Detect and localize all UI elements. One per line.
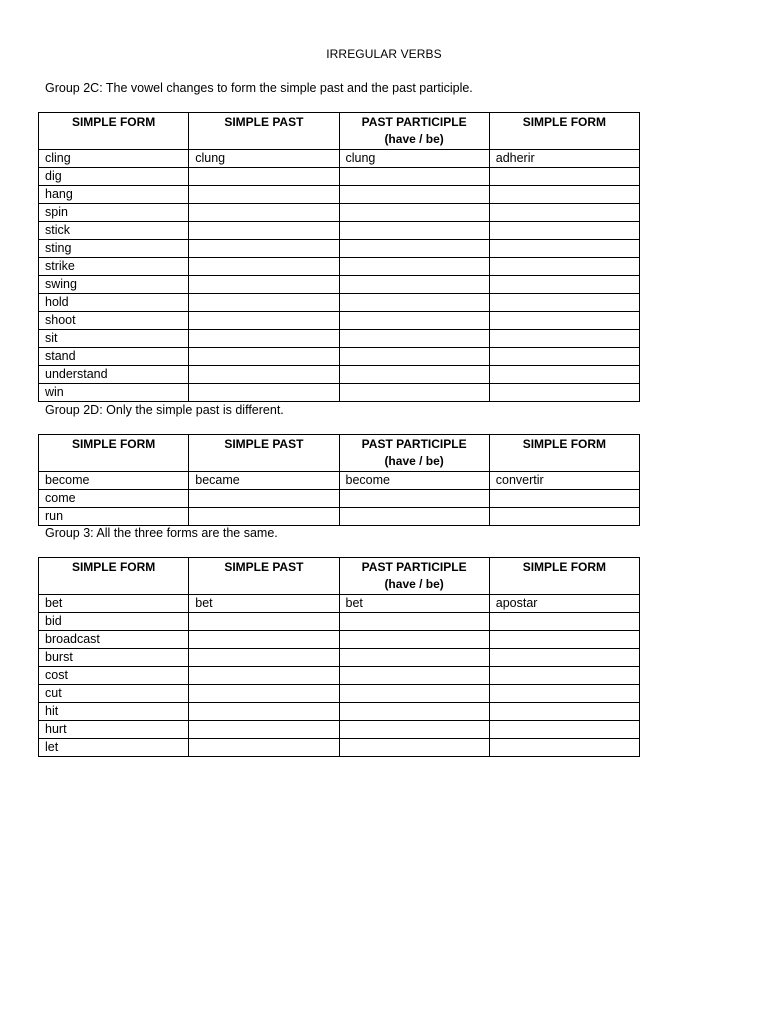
table-cell: sting bbox=[39, 240, 189, 258]
page-title: IRREGULAR VERBS bbox=[326, 47, 442, 61]
table-cell bbox=[339, 240, 489, 258]
table-cell bbox=[339, 490, 489, 508]
table-cell bbox=[189, 703, 339, 721]
table-cell: clung bbox=[189, 150, 339, 168]
table-row bbox=[39, 472, 640, 490]
table-cell bbox=[339, 204, 489, 222]
verb-table bbox=[38, 557, 640, 757]
table-row bbox=[39, 649, 640, 667]
table-cell: win bbox=[39, 384, 189, 402]
table-cell bbox=[339, 330, 489, 348]
verb-table bbox=[38, 112, 640, 402]
table-cell bbox=[489, 240, 639, 258]
table-row bbox=[39, 294, 640, 312]
table-cell: bet bbox=[189, 595, 339, 613]
table-cell bbox=[189, 348, 339, 366]
table-row bbox=[39, 366, 640, 384]
table-cell: shoot bbox=[39, 312, 189, 330]
table-cell bbox=[189, 276, 339, 294]
table-cell: spin bbox=[39, 204, 189, 222]
table-cell bbox=[489, 312, 639, 330]
header-row bbox=[39, 435, 640, 472]
table-row bbox=[39, 508, 640, 526]
table-cell bbox=[489, 186, 639, 204]
table-row bbox=[39, 490, 640, 508]
column-header: SIMPLE FORM bbox=[489, 558, 639, 595]
table-cell bbox=[489, 667, 639, 685]
table-cell: become bbox=[39, 472, 189, 490]
column-header: SIMPLE PAST bbox=[189, 113, 339, 150]
group-caption: Group 2C: The vowel changes to form the simple past and the past participle. bbox=[45, 81, 473, 95]
table-row bbox=[39, 595, 640, 613]
table-cell bbox=[489, 631, 639, 649]
column-header: PAST PARTICIPLE (have / be) bbox=[339, 558, 489, 595]
table-cell: clung bbox=[339, 150, 489, 168]
table-cell: bid bbox=[39, 613, 189, 631]
table-cell bbox=[489, 330, 639, 348]
table-cell: swing bbox=[39, 276, 189, 294]
table-cell: sit bbox=[39, 330, 189, 348]
table-row bbox=[39, 685, 640, 703]
table-cell bbox=[339, 631, 489, 649]
table-cell bbox=[489, 276, 639, 294]
verb-table bbox=[38, 434, 640, 526]
table-cell bbox=[489, 258, 639, 276]
table-cell bbox=[339, 276, 489, 294]
table-row bbox=[39, 258, 640, 276]
table-row bbox=[39, 312, 640, 330]
table-cell bbox=[189, 667, 339, 685]
table-cell bbox=[339, 312, 489, 330]
table-cell: convertir bbox=[489, 472, 639, 490]
table-cell: stand bbox=[39, 348, 189, 366]
group-caption: Group 2D: Only the simple past is different. bbox=[45, 403, 284, 417]
group-caption: Group 3: All the three forms are the same. bbox=[45, 526, 278, 540]
column-header: SIMPLE PAST bbox=[189, 435, 339, 472]
table-cell bbox=[189, 613, 339, 631]
table-cell bbox=[489, 348, 639, 366]
table-cell bbox=[339, 649, 489, 667]
column-header: SIMPLE FORM bbox=[489, 435, 639, 472]
table-cell: burst bbox=[39, 649, 189, 667]
table-cell bbox=[339, 348, 489, 366]
table-cell: broadcast bbox=[39, 631, 189, 649]
table-cell: let bbox=[39, 739, 189, 757]
table-cell bbox=[189, 168, 339, 186]
table-cell: adherir bbox=[489, 150, 639, 168]
table-cell: stick bbox=[39, 222, 189, 240]
table-cell bbox=[339, 721, 489, 739]
table-cell bbox=[189, 631, 339, 649]
table-row bbox=[39, 739, 640, 757]
table-cell bbox=[189, 294, 339, 312]
header-row bbox=[39, 113, 640, 150]
table-cell bbox=[339, 703, 489, 721]
table-cell bbox=[489, 204, 639, 222]
column-header: PAST PARTICIPLE (have / be) bbox=[339, 435, 489, 472]
table-row bbox=[39, 667, 640, 685]
table-cell bbox=[339, 508, 489, 526]
table-cell bbox=[189, 508, 339, 526]
column-header: SIMPLE FORM bbox=[39, 558, 189, 595]
table-row bbox=[39, 222, 640, 240]
table-cell: hold bbox=[39, 294, 189, 312]
table-cell bbox=[189, 240, 339, 258]
table-cell bbox=[189, 222, 339, 240]
table-cell bbox=[189, 739, 339, 757]
table-cell: cling bbox=[39, 150, 189, 168]
table-cell bbox=[189, 384, 339, 402]
table-cell bbox=[189, 685, 339, 703]
table-row bbox=[39, 384, 640, 402]
table-cell bbox=[489, 366, 639, 384]
table-cell bbox=[339, 168, 489, 186]
table-cell bbox=[189, 258, 339, 276]
table-cell bbox=[189, 330, 339, 348]
table-cell: hurt bbox=[39, 721, 189, 739]
table-cell bbox=[339, 685, 489, 703]
table-cell bbox=[339, 667, 489, 685]
table-cell: cost bbox=[39, 667, 189, 685]
table-row bbox=[39, 721, 640, 739]
table-row bbox=[39, 631, 640, 649]
table-row bbox=[39, 348, 640, 366]
table-cell bbox=[489, 721, 639, 739]
table-cell: come bbox=[39, 490, 189, 508]
table-cell bbox=[339, 258, 489, 276]
table-cell: understand bbox=[39, 366, 189, 384]
table-cell: hit bbox=[39, 703, 189, 721]
table-cell bbox=[489, 649, 639, 667]
table-row bbox=[39, 186, 640, 204]
table-cell: become bbox=[339, 472, 489, 490]
table-cell bbox=[489, 703, 639, 721]
table-cell bbox=[189, 312, 339, 330]
table-cell bbox=[339, 739, 489, 757]
table-cell bbox=[489, 168, 639, 186]
table-cell: bet bbox=[339, 595, 489, 613]
header-row bbox=[39, 558, 640, 595]
table-cell: cut bbox=[39, 685, 189, 703]
table-cell bbox=[339, 366, 489, 384]
table-cell: became bbox=[189, 472, 339, 490]
column-header: SIMPLE FORM bbox=[39, 435, 189, 472]
table-row bbox=[39, 276, 640, 294]
column-header: SIMPLE FORM bbox=[39, 113, 189, 150]
table-row bbox=[39, 204, 640, 222]
table-cell bbox=[339, 613, 489, 631]
table-cell bbox=[189, 366, 339, 384]
table-cell bbox=[489, 490, 639, 508]
table-cell bbox=[189, 649, 339, 667]
table-row bbox=[39, 613, 640, 631]
table-cell bbox=[489, 739, 639, 757]
table-row bbox=[39, 703, 640, 721]
table-row bbox=[39, 150, 640, 168]
table-cell: run bbox=[39, 508, 189, 526]
table-cell bbox=[189, 721, 339, 739]
table-cell bbox=[489, 685, 639, 703]
table-row bbox=[39, 240, 640, 258]
table-row bbox=[39, 168, 640, 186]
table-cell: apostar bbox=[489, 595, 639, 613]
table-cell: strike bbox=[39, 258, 189, 276]
table-cell bbox=[339, 186, 489, 204]
table-cell bbox=[489, 384, 639, 402]
table-cell bbox=[489, 294, 639, 312]
table-cell bbox=[339, 384, 489, 402]
table-cell bbox=[189, 186, 339, 204]
table-cell: hang bbox=[39, 186, 189, 204]
table-cell: dig bbox=[39, 168, 189, 186]
table-cell bbox=[489, 222, 639, 240]
column-header: SIMPLE PAST bbox=[189, 558, 339, 595]
table-cell bbox=[489, 508, 639, 526]
table-cell: bet bbox=[39, 595, 189, 613]
table-cell bbox=[189, 204, 339, 222]
table-row bbox=[39, 330, 640, 348]
table-cell bbox=[339, 294, 489, 312]
column-header: SIMPLE FORM bbox=[489, 113, 639, 150]
column-header: PAST PARTICIPLE (have / be) bbox=[339, 113, 489, 150]
table-cell bbox=[489, 613, 639, 631]
table-cell bbox=[339, 222, 489, 240]
table-cell bbox=[189, 490, 339, 508]
